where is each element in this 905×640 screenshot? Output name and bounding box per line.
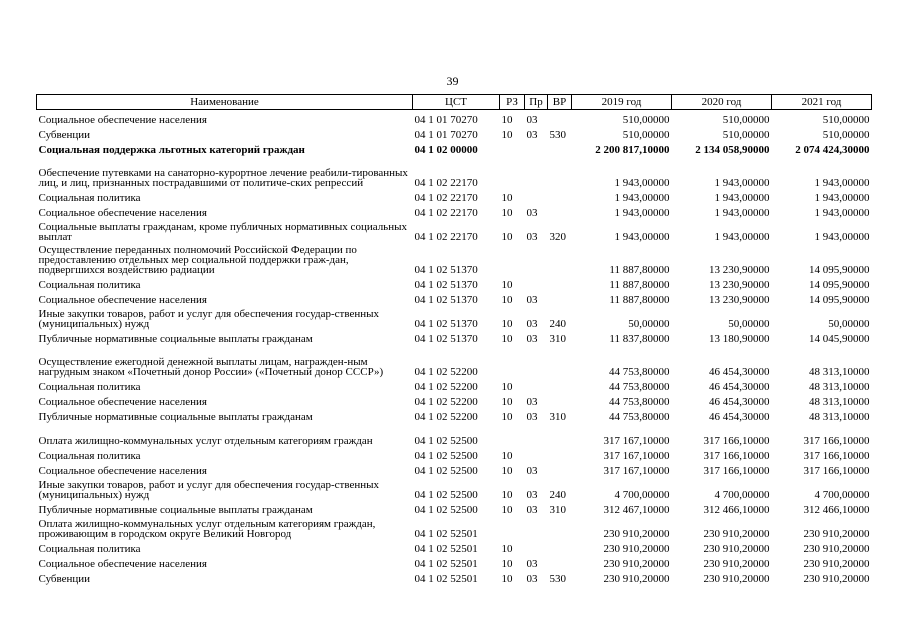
row-value-2020: 230 910,20000 [703,572,770,585]
table-row [37,407,872,422]
row-name: Иные закупки товаров, работ и услуг для обеспечения государ-ственных (муниципальных) нужд [38,478,380,501]
row-cst: 04 1 02 52200 [414,395,478,408]
row-vr [548,242,572,275]
table-row [37,329,872,344]
row-value-2020: 230 910,20000 [703,557,770,570]
row-name: Социальное обеспечение населения [38,464,207,477]
table-row [37,539,872,554]
row-value-2019: 230 910,20000 [603,542,670,555]
row-value-2020: 2 134 058,90000 [695,143,770,156]
row-cst: 04 1 02 52501 [414,557,478,570]
row-value-2020: 13 230,90000 [709,278,770,291]
row-pr: 03 [526,572,538,585]
row-value-2020: 50,00000 [728,317,770,330]
row-rz: 10 [501,206,513,219]
row-name: Осуществление переданных полномочий Российской Федерации по предоставлению отдельных мер социальной поддержки граж-дан, подвергшихся воздействию радиации [38,243,357,276]
row-value-2020: 1 943,00000 [714,191,770,204]
row-value-2019: 44 753,80000 [609,365,670,378]
table-row [37,476,872,500]
row-pr: 03 [526,113,538,126]
table-row [37,290,872,305]
row-name: Социальные выплаты гражданам, кроме публичных нормативных социальных выплат [38,220,407,243]
row-value-2019: 312 467,10000 [603,503,670,516]
header-2021: 2021 год [772,95,872,110]
row-value-2021: 317 166,10000 [803,434,870,447]
header-name: Наименование [37,95,413,110]
row-name: Социальное обеспечение населения [38,293,207,306]
table-body [37,110,872,584]
row-name: Осуществление ежегодной денежной выплаты лицам, награжден-ным нагрудным знаком «Почетный донор России» («Почетный донор СССР») [38,355,384,378]
row-vr [548,377,572,392]
row-value-2020: 317 166,10000 [703,464,770,477]
row-value-2021: 2 074 424,30000 [795,143,870,156]
row-name: Социальная политика [38,449,141,462]
row-value-2019: 11 837,80000 [609,332,670,345]
row-value-2021: 48 313,10000 [809,380,870,393]
row-rz [500,422,525,446]
row-value-2019: 50,00000 [628,317,670,330]
row-rz: 10 [501,542,513,555]
row-value-2021: 510,00000 [822,128,870,141]
row-pr [525,539,548,554]
row-value-2021: 1 943,00000 [814,176,870,189]
row-vr [548,275,572,290]
row-vr: 310 [549,332,566,345]
row-name: Субвенции [38,128,91,141]
table-row [37,125,872,140]
row-rz: 10 [501,191,513,204]
table-row [37,188,872,203]
row-value-2020: 4 700,00000 [714,488,770,501]
row-cst: 04 1 01 70270 [414,128,478,141]
row-value-2019: 44 753,80000 [609,395,670,408]
row-value-2020: 1 943,00000 [714,230,770,243]
table-row [37,515,872,539]
header-rz: РЗ [500,95,525,110]
row-rz: 10 [501,572,513,585]
header-vr: ВР [548,95,572,110]
row-value-2020: 13 230,90000 [709,263,770,276]
table-row [37,305,872,329]
row-cst: 04 1 02 52200 [414,365,478,378]
table-row [37,422,872,446]
row-value-2019: 317 167,10000 [603,434,670,447]
row-vr [548,188,572,203]
row-vr [548,392,572,407]
row-value-2021: 317 166,10000 [803,464,870,477]
row-rz: 10 [501,395,513,408]
row-pr: 03 [526,395,538,408]
header-2020: 2020 год [672,95,772,110]
row-vr: 240 [549,488,566,501]
row-name: Социальная политика [38,380,141,393]
row-name: Публичные нормативные социальные выплаты гражданам [38,410,313,423]
row-value-2019: 317 167,10000 [603,449,670,462]
row-pr: 03 [526,488,538,501]
table-row [37,203,872,218]
row-rz: 10 [501,464,513,477]
row-name: Социальная поддержка льготных категорий граждан [38,143,305,156]
row-vr: 530 [549,572,566,585]
row-value-2021: 230 910,20000 [803,527,870,540]
row-name: Оплата жилищно-коммунальных услуг отдельным категориям граждан [38,434,373,447]
row-cst: 04 1 02 52500 [414,464,478,477]
row-pr: 03 [526,293,538,306]
row-value-2020: 13 230,90000 [709,293,770,306]
row-value-2020: 317 166,10000 [703,449,770,462]
row-name: Публичные нормативные социальные выплаты гражданам [38,332,313,345]
table-row [37,110,872,125]
table-row [37,554,872,569]
budget-table [36,94,872,584]
row-cst: 04 1 02 52500 [414,434,478,447]
row-cst: 04 1 02 51370 [414,278,478,291]
row-value-2020: 46 454,30000 [709,410,770,423]
row-pr: 03 [526,410,538,423]
row-value-2021: 14 095,90000 [809,263,870,276]
page-number: 39 [446,74,459,88]
row-value-2019: 230 910,20000 [603,527,670,540]
table-row [37,569,872,584]
row-value-2021: 1 943,00000 [814,191,870,204]
row-rz: 10 [501,380,513,393]
row-pr: 03 [526,317,538,330]
row-value-2019: 510,00000 [622,128,670,141]
row-name: Субвенции [38,572,91,585]
row-pr: 03 [526,332,538,345]
row-vr [548,515,572,539]
row-name: Иные закупки товаров, работ и услуг для обеспечения государ-ственных (муниципальных) нужд [38,307,380,330]
header-2019: 2019 год [572,95,672,110]
row-rz: 10 [501,128,513,141]
row-pr [525,275,548,290]
row-value-2019: 44 753,80000 [609,380,670,393]
header-pr: Пр [525,95,548,110]
row-value-2021: 312 466,10000 [803,503,870,516]
row-value-2021: 48 313,10000 [809,410,870,423]
row-cst: 04 1 02 22170 [414,176,478,189]
row-pr [525,242,548,275]
row-pr [525,377,548,392]
row-pr [525,155,548,188]
row-value-2021: 14 095,90000 [809,278,870,291]
row-value-2021: 1 943,00000 [814,206,870,219]
row-cst: 04 1 02 52200 [414,410,478,423]
row-value-2021: 50,00000 [828,317,870,330]
row-cst: 04 1 02 51370 [414,293,478,306]
row-cst: 04 1 02 00000 [414,143,478,156]
row-name: Оплата жилищно-коммунальных услуг отдельным категориям граждан, проживающим в городском округе Великий Новгород [38,517,376,540]
row-vr [548,155,572,188]
table-row [37,155,872,188]
row-value-2019: 230 910,20000 [603,572,670,585]
row-cst: 04 1 02 51370 [414,332,478,345]
row-name: Социальное обеспечение населения [38,395,207,408]
row-value-2019: 2 200 817,10000 [595,143,670,156]
row-rz: 10 [501,503,513,516]
row-value-2020: 510,00000 [722,128,770,141]
row-pr [525,140,548,155]
row-rz: 10 [501,332,513,345]
row-cst: 04 1 02 52500 [414,503,478,516]
table-row [37,446,872,461]
table-row [37,140,872,155]
row-value-2019: 317 167,10000 [603,464,670,477]
row-value-2021: 230 910,20000 [803,557,870,570]
row-value-2021: 14 095,90000 [809,293,870,306]
row-rz: 10 [501,449,513,462]
row-cst: 04 1 02 52500 [414,449,478,462]
row-pr: 03 [526,230,538,243]
row-pr: 03 [526,206,538,219]
row-cst: 04 1 02 52501 [414,527,478,540]
row-rz: 10 [501,410,513,423]
row-value-2020: 317 166,10000 [703,434,770,447]
row-pr [525,188,548,203]
table-row [37,242,872,275]
row-pr: 03 [526,503,538,516]
row-value-2020: 46 454,30000 [709,365,770,378]
row-name: Социальное обеспечение населения [38,557,207,570]
table-row [37,461,872,476]
row-rz: 10 [501,278,513,291]
row-value-2020: 510,00000 [722,113,770,126]
row-vr [548,290,572,305]
table-row [37,500,872,515]
row-value-2019: 11 887,80000 [609,278,670,291]
row-pr: 03 [526,128,538,141]
row-vr [548,140,572,155]
row-vr [548,446,572,461]
row-pr: 03 [526,464,538,477]
row-value-2019: 1 943,00000 [614,176,670,189]
row-rz: 10 [501,293,513,306]
row-cst: 04 1 02 22170 [414,191,478,204]
row-rz: 10 [501,230,513,243]
row-value-2020: 312 466,10000 [703,503,770,516]
row-value-2021: 1 943,00000 [814,230,870,243]
row-value-2020: 46 454,30000 [709,395,770,408]
row-rz [500,140,525,155]
row-cst: 04 1 02 51370 [414,263,478,276]
row-value-2020: 230 910,20000 [703,542,770,555]
row-value-2019: 11 887,80000 [609,263,670,276]
row-rz: 10 [501,113,513,126]
row-value-2019: 230 910,20000 [603,557,670,570]
row-vr [548,344,572,377]
row-name: Социальное обеспечение населения [38,113,207,126]
row-value-2021: 4 700,00000 [814,488,870,501]
row-value-2019: 44 753,80000 [609,410,670,423]
row-cst: 04 1 01 70270 [414,113,478,126]
row-vr: 320 [549,230,566,243]
row-value-2020: 46 454,30000 [709,380,770,393]
row-vr [548,554,572,569]
table-row [37,275,872,290]
row-value-2020: 13 180,90000 [709,332,770,345]
row-cst: 04 1 02 52501 [414,542,478,555]
table-header-row [37,95,872,110]
row-rz: 10 [501,488,513,501]
row-name: Обеспечение путевками на санаторно-курортное лечение реабили-тированных лиц, и лиц, признанных пострадавшими от политиче-ских репрессий [38,166,408,189]
row-value-2019: 510,00000 [622,113,670,126]
row-vr [548,539,572,554]
row-pr [525,344,548,377]
row-value-2019: 1 943,00000 [614,230,670,243]
row-pr [525,515,548,539]
row-value-2020: 230 910,20000 [703,527,770,540]
row-vr: 310 [549,410,566,423]
row-vr: 530 [549,128,566,141]
row-value-2021: 510,00000 [822,113,870,126]
row-rz: 10 [501,557,513,570]
row-cst: 04 1 02 22170 [414,230,478,243]
row-name: Социальная политика [38,191,141,204]
row-value-2020: 1 943,00000 [714,206,770,219]
row-vr: 240 [549,317,566,330]
row-rz [500,344,525,377]
row-value-2021: 14 045,90000 [809,332,870,345]
row-value-2019: 4 700,00000 [614,488,670,501]
row-name: Социальная политика [38,278,141,291]
row-value-2021: 230 910,20000 [803,572,870,585]
header-cst: ЦСТ [413,95,500,110]
row-name: Социальная политика [38,542,141,555]
table-row [37,392,872,407]
row-vr [548,110,572,125]
row-vr [548,422,572,446]
row-cst: 04 1 02 52500 [414,488,478,501]
row-cst: 04 1 02 52200 [414,380,478,393]
row-pr [525,446,548,461]
row-value-2020: 1 943,00000 [714,176,770,189]
row-rz [500,155,525,188]
row-value-2021: 230 910,20000 [803,542,870,555]
table-row [37,218,872,242]
row-value-2021: 48 313,10000 [809,365,870,378]
row-value-2019: 11 887,80000 [609,293,670,306]
row-value-2021: 317 166,10000 [803,449,870,462]
row-name: Социальное обеспечение населения [38,206,207,219]
row-vr [548,203,572,218]
row-cst: 04 1 02 52501 [414,572,478,585]
row-cst: 04 1 02 22170 [414,206,478,219]
row-vr: 310 [549,503,566,516]
row-rz [500,515,525,539]
row-name: Публичные нормативные социальные выплаты гражданам [38,503,313,516]
row-cst: 04 1 02 51370 [414,317,478,330]
table-row [37,344,872,377]
row-rz [500,242,525,275]
row-pr: 03 [526,557,538,570]
row-vr [548,461,572,476]
row-value-2019: 1 943,00000 [614,191,670,204]
row-value-2021: 48 313,10000 [809,395,870,408]
table-row [37,377,872,392]
row-rz: 10 [501,317,513,330]
row-pr [525,422,548,446]
row-value-2019: 1 943,00000 [614,206,670,219]
